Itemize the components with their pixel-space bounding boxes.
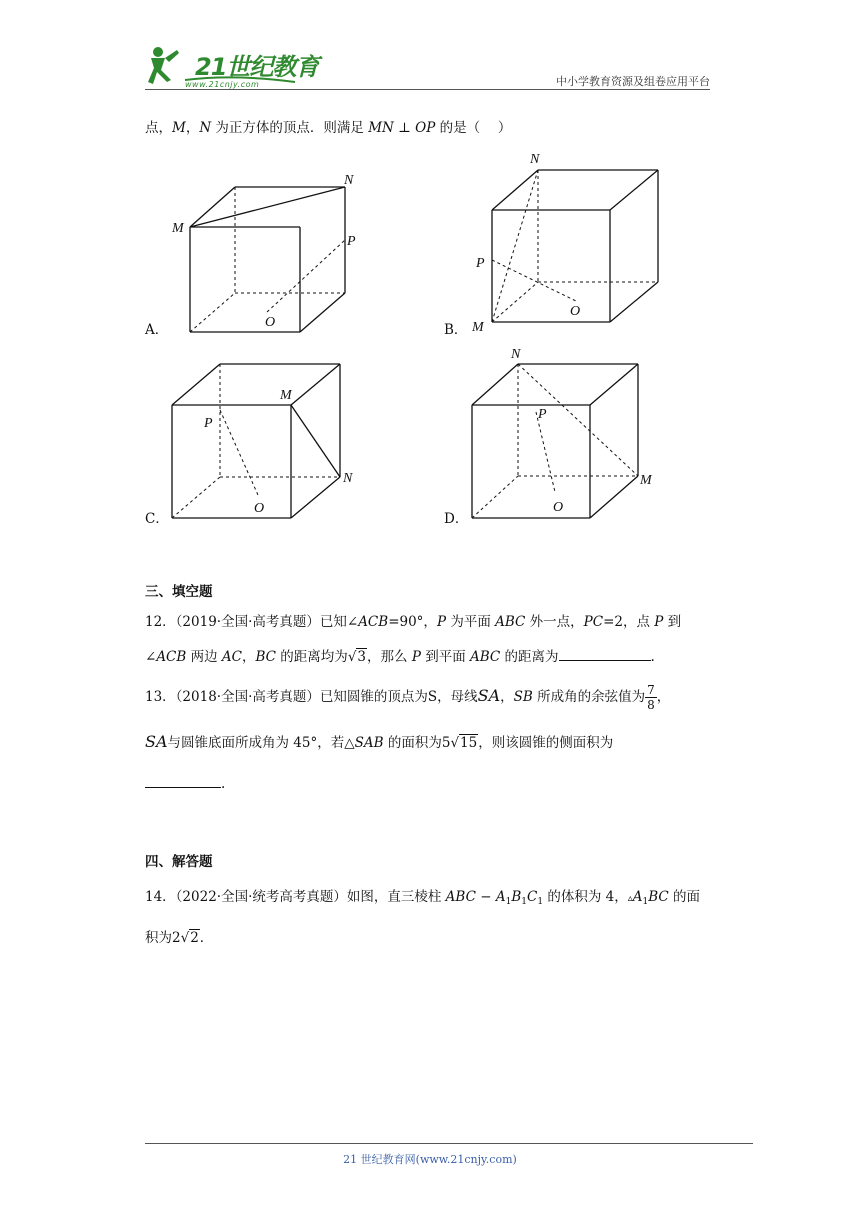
platform-label: 中小学教育资源及组卷应用平台 [556,75,710,88]
sqrt-sign: √ [347,649,357,665]
header-divider [145,89,710,90]
point-o: O [553,500,564,515]
point-m: M [280,388,292,403]
point-n: N [511,347,521,362]
option-a-cube-figure[interactable] [160,160,380,340]
answer-blank-13[interactable] [145,773,221,788]
option-c-cube-figure[interactable] [160,350,380,530]
question-12-line-2: ∠ACB 两边 AC，BC 的距离均为√3，那么 P 到平面 ABC 的距离为 . [145,646,655,667]
option-d-label[interactable]: D． [444,511,469,527]
answer-blank-12[interactable] [559,646,651,661]
point-o: O [570,304,581,319]
point-p: P [204,416,213,431]
question-14-line-1: 14．（2022·全国·统考高考真题）如图，直三棱柱 ABC − $A_1B_1C_1$ 的体积为 4，$▵A_1BC$ 的面 [145,889,701,907]
point-m: M [640,473,652,488]
section-title-answer: 四、解答题 [145,854,213,870]
point-n: N [344,173,354,188]
point-p: P [476,256,485,271]
footer-divider [145,1143,753,1144]
sqrt-sign: √ [180,930,190,946]
question-12-line-1: 12．（2019·全国·高考真题）已知∠ACB=90°，P 为平面 ABC 外一点，PC=2，点 P 到 [145,614,682,630]
option-a-label[interactable]: A． [145,322,169,338]
logo-text: 21世纪教育 [195,53,319,81]
question-13-line-3: . [145,773,225,794]
option-b-cube-figure[interactable] [460,145,680,340]
point-o: O [265,315,276,330]
point-n: N [343,471,353,486]
sqrt-sign: √ [450,735,460,751]
point-o: O [254,501,265,516]
section-title-fill-blank: 三、填空题 [145,584,213,600]
point-m: M [472,320,484,335]
option-d-cube-figure[interactable] [460,340,680,530]
point-p: P [538,407,547,422]
logo-url: www.21cnjy.com [185,80,260,89]
question-13-line-1: 13．（2018·全国·高考真题）已知圆锥的顶点为S，母线SA，SB 所成角的余弦值为 $\frac{7}{8}$ ， [145,683,671,712]
point-p: P [347,234,356,249]
question-14-line-2: 积为2√2． [145,930,214,946]
option-c-label[interactable]: C． [145,511,169,527]
point-n: N [530,152,540,167]
fraction-7-8: $\frac{7}{8}$ [647,683,655,712]
point-m: M [172,221,184,236]
footer-link[interactable]: 21 世纪教育网(www.21cnjy.com) [343,1153,517,1166]
option-b-label[interactable]: B． [444,322,468,338]
question-intro: 点，M，N 为正方体的顶点．则满足 MN ⊥ OP 的是（ ） [145,120,512,136]
question-13-line-2: SA与圆锥底面所成角为 45°，若△SAB 的面积为5√15，则该圆锥的侧面积为 [145,732,614,751]
